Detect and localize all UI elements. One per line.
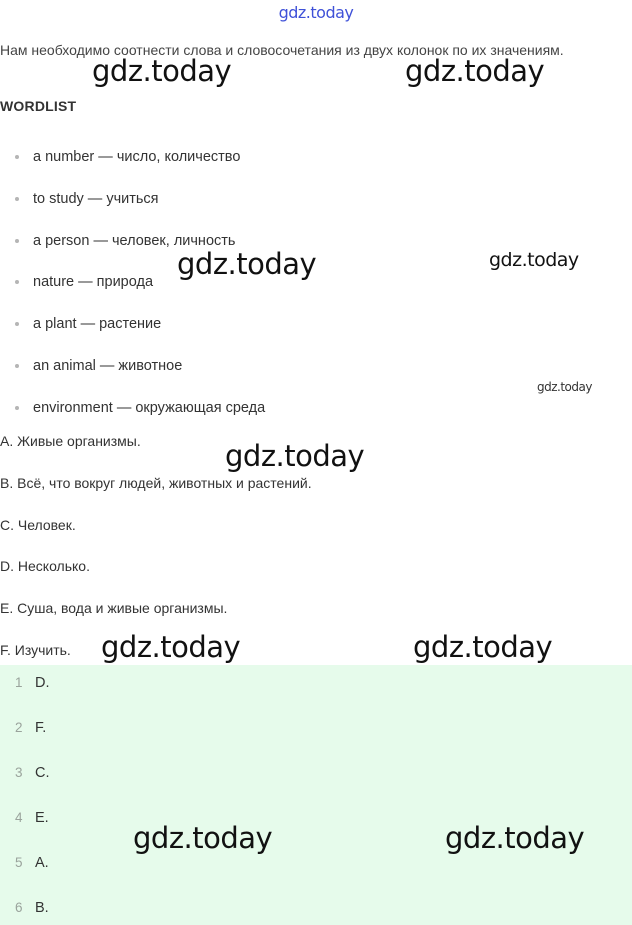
watermark: gdz.today	[225, 439, 365, 473]
watermark: gdz.today	[92, 54, 232, 88]
wordlist-item-text: nature — природа	[33, 274, 154, 291]
answer-number: 2	[15, 720, 23, 735]
answer-value: E.	[35, 810, 49, 826]
definition-item: F. Изучить.	[0, 641, 71, 658]
wordlist-heading: WORDLIST	[0, 98, 77, 114]
definition-item: D. Несколько.	[0, 558, 90, 575]
bullet-icon	[15, 364, 19, 368]
site-logo[interactable]: gdz.today	[278, 3, 354, 22]
answer-value: F.	[35, 720, 47, 736]
definition-item: A. Живые организмы.	[0, 433, 141, 449]
wordlist-item-text: an animal — животное	[33, 357, 183, 374]
watermark: gdz.today	[413, 630, 553, 664]
wordlist-item	[0, 312, 265, 354]
answer-number: 3	[15, 765, 23, 780]
wordlist-item	[0, 354, 265, 396]
wordlist-item	[0, 145, 265, 187]
answer-value: C.	[35, 765, 50, 781]
watermark: gdz.today	[537, 380, 592, 394]
watermark: gdz.today	[133, 821, 273, 855]
watermark: gdz.today	[445, 821, 585, 855]
definition-item: E. Суша, вода и живые организмы.	[0, 600, 228, 617]
answer-value: A.	[35, 855, 49, 871]
wordlist-item-text: a plant — растение	[33, 316, 162, 333]
wordlist-item-text: to study — учиться	[33, 190, 159, 207]
bullet-icon	[15, 197, 19, 201]
bullet-icon	[15, 280, 19, 284]
bullet-icon	[15, 239, 19, 243]
answer-number: 5	[15, 855, 23, 870]
wordlist-item	[0, 187, 265, 229]
watermark: gdz.today	[177, 247, 317, 281]
intro-text: Нам необходимо соотнести слова и словосочетания из двух колонок по их значениям.	[0, 42, 564, 58]
answer-number: 1	[15, 675, 23, 690]
definition-item: C. Человек.	[0, 516, 76, 533]
watermark: gdz.today	[489, 249, 579, 271]
answer-number: 4	[15, 810, 23, 825]
bullet-icon	[15, 322, 19, 326]
wordlist-item-text: a number — число, количество	[33, 149, 241, 165]
answer-panel	[0, 665, 632, 925]
wordlist-item-text: a person — человек, личность	[33, 232, 236, 249]
answer-number: 6	[15, 900, 23, 915]
wordlist-item-text: environment — окружающая среда	[33, 399, 266, 416]
watermark: gdz.today	[101, 630, 241, 664]
answer-value: B.	[35, 900, 49, 916]
bullet-icon	[15, 155, 19, 159]
wordlist	[0, 145, 265, 438]
watermark: gdz.today	[405, 54, 545, 88]
bullet-icon	[15, 406, 19, 410]
answer-value: D.	[35, 675, 50, 691]
definition-item: B. Всё, что вокруг людей, животных и растений.	[0, 474, 312, 491]
